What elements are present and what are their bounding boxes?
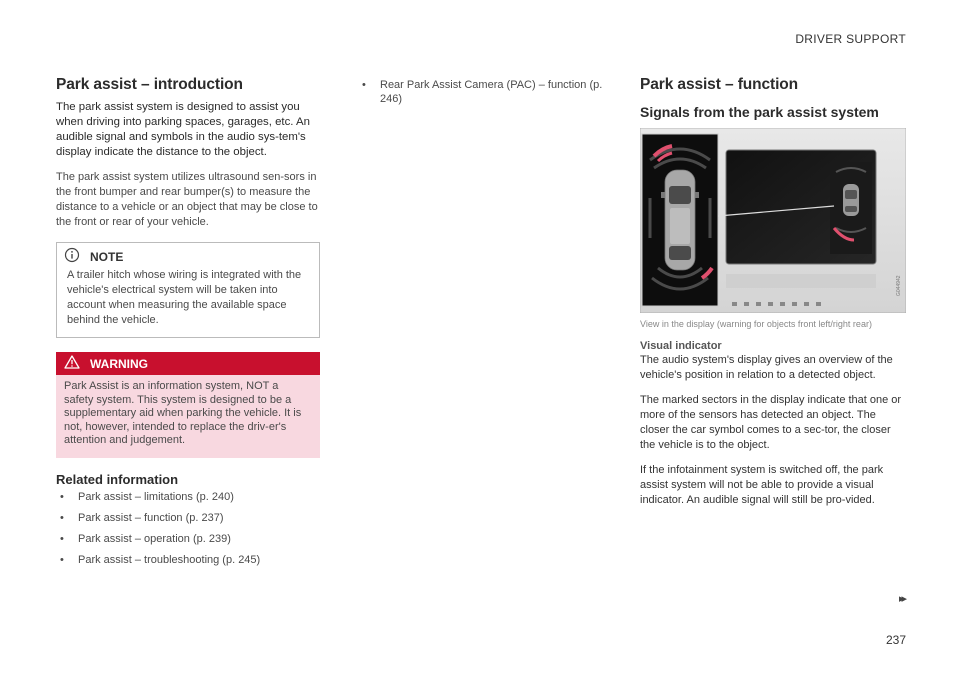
note-box (56, 242, 320, 338)
info-icon (64, 247, 90, 266)
section-header: DRIVER SUPPORT (795, 32, 906, 46)
warning-header (56, 352, 320, 375)
warning-triangle-icon (64, 355, 90, 372)
column-function (640, 76, 908, 518)
page-number: 237 (885, 633, 906, 647)
function-paragraph-2: The marked sectors in the display indicate that one or more of the sensors has detected an object. The closer the car symbol comes to a sec-tor, the closer the vehicle is to the object. (640, 394, 902, 451)
related-list (56, 490, 320, 567)
column-intro (56, 76, 320, 574)
related-link-function[interactable]: • Park assist – function (p. 237) (56, 511, 320, 525)
intro-title: Park assist – introduction (56, 76, 243, 93)
function-title: Park assist – function (640, 76, 799, 93)
visual-indicator-title: Visual indicator (640, 340, 722, 352)
intro-body: The park assist system utilizes ultrasound sen-sors in the front bumper and rear bumper(s) to measure the distance to a vehicle or an object that may be close to the front or rear of your vehicle. (56, 171, 318, 228)
park-assist-display-figure (640, 128, 906, 313)
related-title: Related information (56, 471, 179, 487)
function-paragraph-1: The audio system's display gives an overview of the vehicle's position in relation to a detected object. (640, 354, 893, 381)
related-link-pac[interactable]: • Rear Park Assist Camera (PAC) – function (p. 246) (358, 78, 604, 106)
note-text: A trailer hitch whose wiring is integrated with the vehicle's electrical system will be taken into account when measuring the available space behind the vehicle. (67, 269, 302, 326)
warning-label: WARNING (90, 356, 148, 371)
figure-code: G044942 (896, 275, 902, 296)
related-link-operation[interactable]: • Park assist – operation (p. 239) (56, 532, 320, 546)
note-header (57, 243, 319, 268)
related-list-continued (358, 78, 604, 106)
intro-lead: The park assist system is designed to assist you when driving into parking spaces, garages, etc. An audible signal and symbols in the audio sys-tem's display indicate the distance to the object. (56, 101, 310, 158)
function-paragraph-3: If the infotainment system is switched off, the park assist system will not be able to provide a visual indicator. An audible signal will still be pro-vided. (640, 464, 884, 506)
function-subtitle: Signals from the park assist system (640, 104, 879, 120)
next-page-arrows[interactable]: ▸▸ (898, 593, 904, 605)
related-link-limitations[interactable]: • Park assist – limitations (p. 240) (56, 490, 320, 504)
figure-caption: View in the display (warning for objects front left/right rear) (640, 319, 872, 329)
note-label: NOTE (90, 249, 124, 264)
related-link-troubleshooting[interactable]: • Park assist – troubleshooting (p. 245) (56, 553, 320, 567)
warning-box (56, 352, 320, 458)
warning-text: Park Assist is an information system, NOT a safety system. This system is designed to be a supplementary aid when parking the vehicle. It is not, however, intended to replace the driv-er's attention and judgement. (64, 380, 302, 446)
related-information (56, 472, 320, 567)
column-related-cont (358, 78, 604, 113)
